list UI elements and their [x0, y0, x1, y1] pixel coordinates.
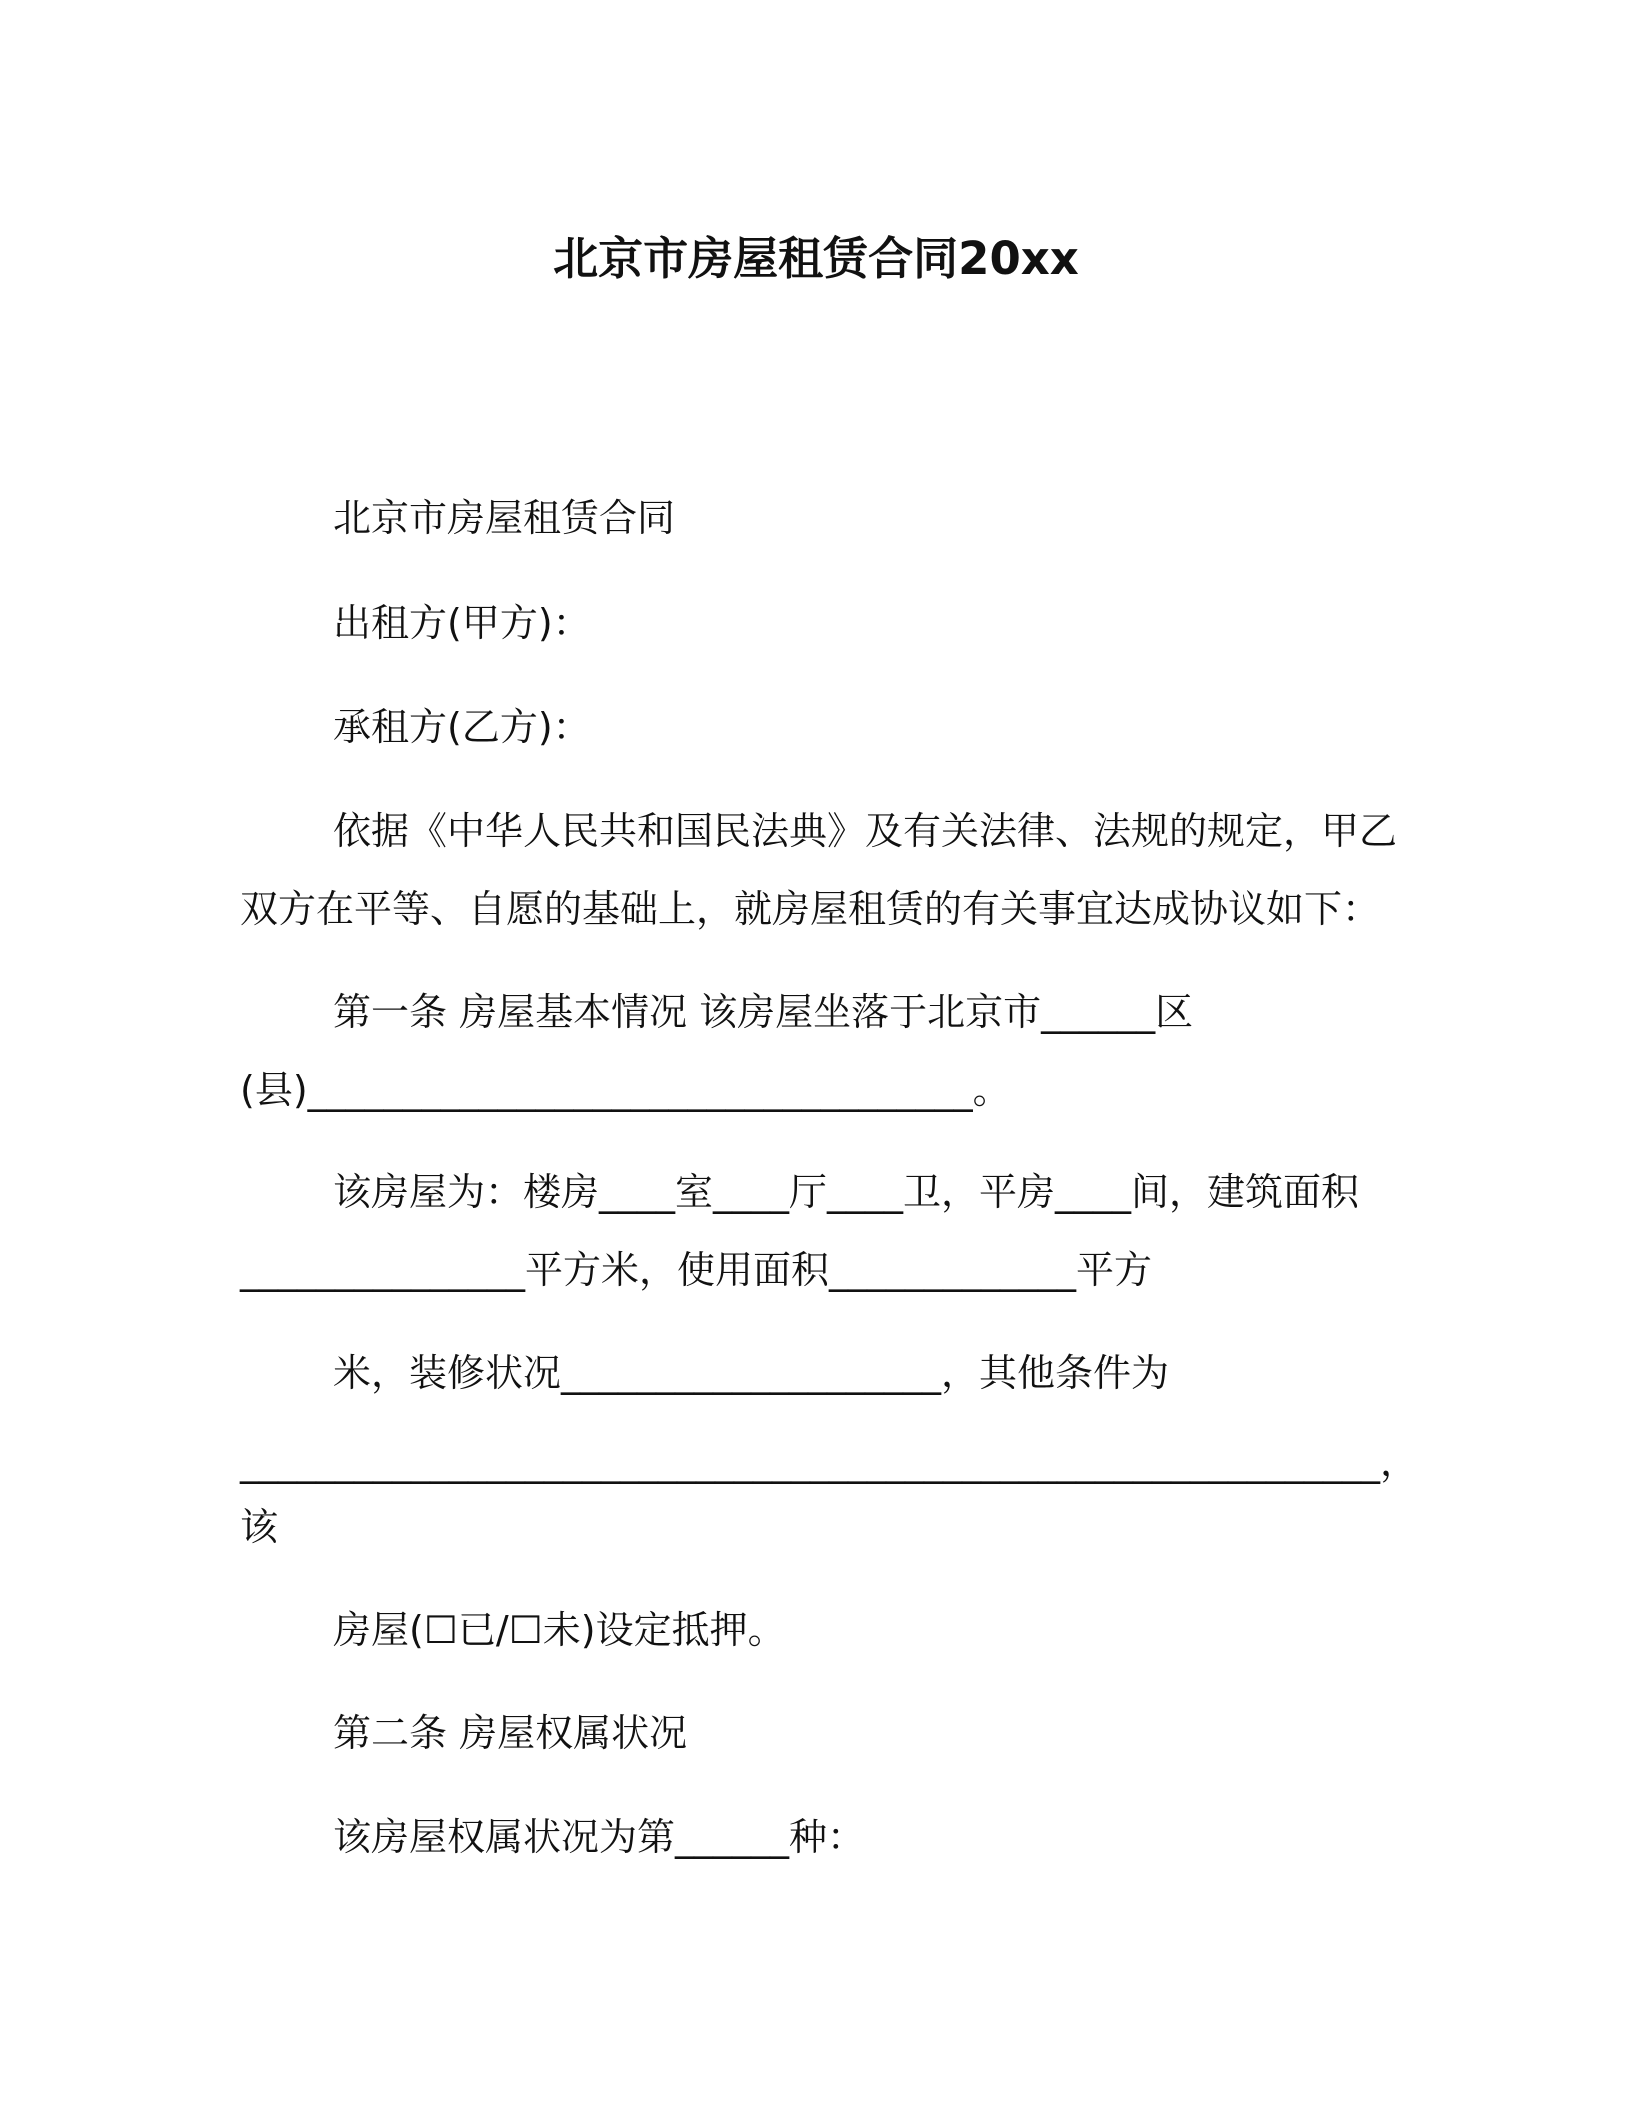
house-line-2: _______________平方米，使用面积_____________平方	[240, 1248, 1153, 1292]
house-line-5: 该	[240, 1505, 279, 1549]
article2-title: 第二条 房屋权属状况	[333, 1711, 688, 1755]
house-line-1: 该房屋为：楼房____室____厅____卫，平房____间，建筑面积	[333, 1170, 1360, 1214]
house-line-4: ____________________________________________________________，	[240, 1440, 1419, 1484]
preamble-line-1: 依据《中华人民共和国民法典》及有关法律、法规的规定，甲乙	[333, 809, 1398, 853]
ownership-line: 该房屋权属状况为第______种：	[333, 1815, 866, 1859]
contract-heading: 北京市房屋租赁合同	[333, 496, 676, 540]
lessee-line: 承租方(乙方)：	[333, 705, 591, 749]
article1-line-2: (县)___________________________________。	[240, 1068, 1011, 1112]
article1-line-1: 第一条 房屋基本情况 该房屋坐落于北京市______区	[333, 990, 1194, 1034]
mortgage-line: 房屋(☐已/☐未)设定抵押。	[333, 1608, 786, 1652]
house-line-3: 米，装修状况____________________，其他条件为	[333, 1351, 1170, 1395]
document-title: 北京市房屋租赁合同20xx	[553, 232, 1079, 285]
preamble-line-2: 双方在平等、自愿的基础上，就房屋租赁的有关事宜达成协议如下：	[240, 887, 1381, 931]
lessor-line: 出租方(甲方)：	[333, 601, 591, 645]
